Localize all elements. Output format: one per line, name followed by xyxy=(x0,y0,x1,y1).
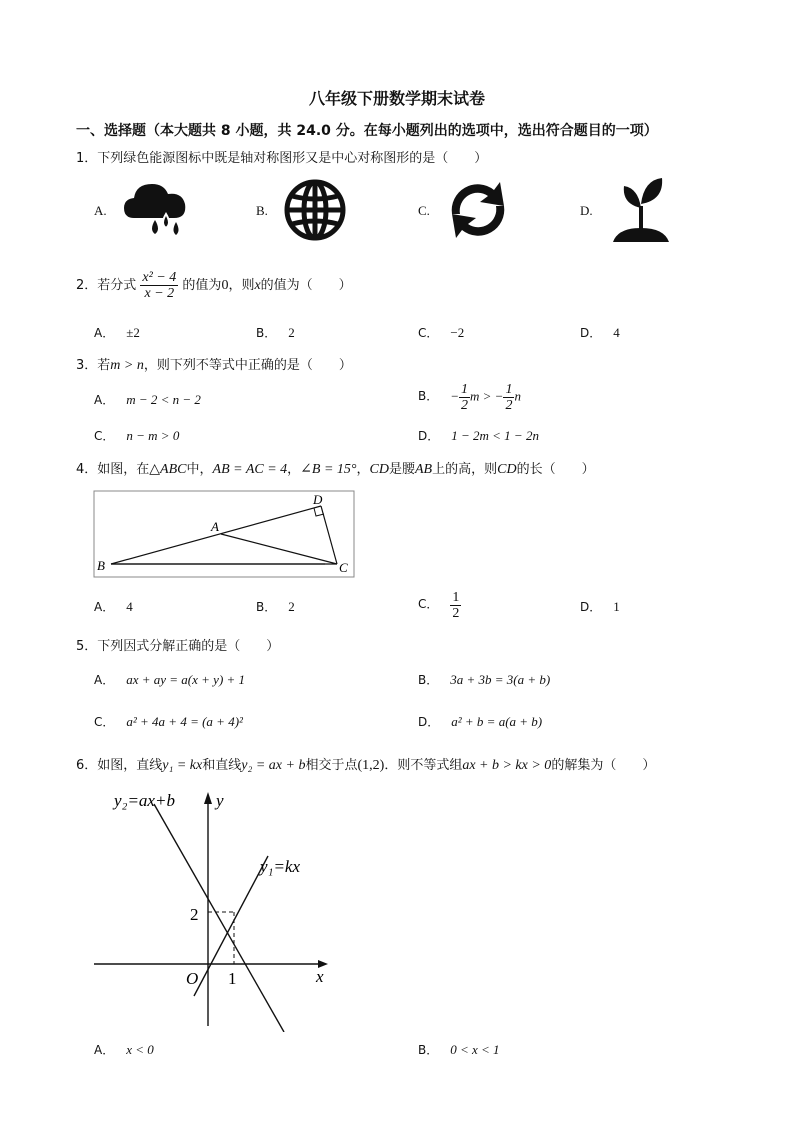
triangle-figure xyxy=(93,490,355,578)
sprout-icon xyxy=(610,174,672,244)
q2-post-b: ，则 xyxy=(228,278,255,293)
x-axis-label: x xyxy=(316,967,324,986)
linear-graph-figure xyxy=(90,786,340,1032)
q4-option-d: D． 1 xyxy=(580,599,620,614)
section-heading: 一、选择题（本大题共 8 小题，共 24.0 分。在每小题列出的选项中，选出符合题目的一项） xyxy=(76,123,658,139)
q2-var: x xyxy=(254,278,261,293)
q3-option-b: B． − $\frac{1}{2}$ m > − $\frac{1}{2}$ n xyxy=(418,382,521,413)
q3-condition: m > n xyxy=(110,358,144,373)
origin-label: O xyxy=(186,969,199,988)
q2-denominator: x − 2 xyxy=(144,286,175,301)
q3-option-c: C． n − m > 0 xyxy=(94,428,180,443)
q5-option-c: C． a² + 4a + 4 = (a + 4)² xyxy=(94,714,243,729)
q6-option-a: A． x < 0 xyxy=(94,1042,154,1057)
q1-option-b-label: B. xyxy=(256,203,268,218)
q2-option-d: D． 4 xyxy=(580,325,620,340)
tick-y-label: 2 xyxy=(190,905,199,924)
q3-option-d: D． 1 − 2m < 1 − 2n xyxy=(418,428,539,443)
cloud-rain-icon xyxy=(122,178,188,240)
q4-option-b: B． 2 xyxy=(256,599,295,614)
q4-option-a: A． 4 xyxy=(94,599,133,614)
page-title: 八年级下册数学期末试卷 xyxy=(308,89,485,108)
line2-label: y₂=ax+b xyxy=(114,791,175,810)
q2-fraction xyxy=(140,270,178,301)
point-b-label: B xyxy=(97,558,105,573)
q2-post-c: 的值为（ ） xyxy=(260,278,352,293)
q2-post-a: 的值为 xyxy=(182,278,222,293)
recycle-arrows-icon xyxy=(442,176,514,244)
q1-option-a-label: A. xyxy=(94,203,107,218)
question-6-stem: 6．如图，直线y₁ = kx和直线y₂ = ax + b相交于点(1,2)．则不等式组ax + b > kx > 0的解集为（ ） xyxy=(76,758,656,773)
question-5-stem: 5．下列因式分解正确的是（ ） xyxy=(76,639,280,654)
question-3-stem: 3．若m > n，则下列不等式中正确的是（ ） xyxy=(76,358,352,373)
point-a-label: A xyxy=(211,519,219,534)
line1-label: y₁=kx xyxy=(260,857,301,876)
question-4-stem: 4．如图，在△ABC中，AB = AC = 4，∠B = 15°，CD是腰AB上的高，则CD的长（ ） xyxy=(76,462,595,477)
q1-option-c-label: C. xyxy=(418,203,430,218)
q2-zero: 0 xyxy=(221,278,229,293)
y-axis-label: y xyxy=(216,791,224,810)
point-c-label: C xyxy=(339,560,348,575)
q2-option-c: C． −2 xyxy=(418,325,465,340)
q6-option-b: B． 0 < x < 1 xyxy=(418,1042,500,1057)
tick-x-label: 1 xyxy=(228,969,237,988)
q2-option-a: A． ±2 xyxy=(94,325,140,340)
globe-icon xyxy=(282,178,348,242)
q2-numerator: x² − 4 xyxy=(142,270,177,285)
q4-option-c: C． $\frac{1}{2}$ xyxy=(418,590,460,621)
question-1-stem: 1．下列绿色能源图标中既是轴对称图形又是中心对称图形的是（ ） xyxy=(76,151,488,166)
point-d-label: D xyxy=(313,492,323,507)
question-2-stem xyxy=(76,270,352,301)
q5-option-d: D． a² + b = a(a + b) xyxy=(418,714,543,729)
q5-option-b: B． 3a + 3b = 3(a + b) xyxy=(418,672,551,687)
q2-pre: 2．若分式 xyxy=(76,278,137,293)
q2-option-b: B． 2 xyxy=(256,325,295,340)
q3-option-a: A． m − 2 < n − 2 xyxy=(94,392,201,407)
q5-option-a: A． ax + ay = a(x + y) + 1 xyxy=(94,672,246,687)
q1-option-d-label: D. xyxy=(580,203,593,218)
